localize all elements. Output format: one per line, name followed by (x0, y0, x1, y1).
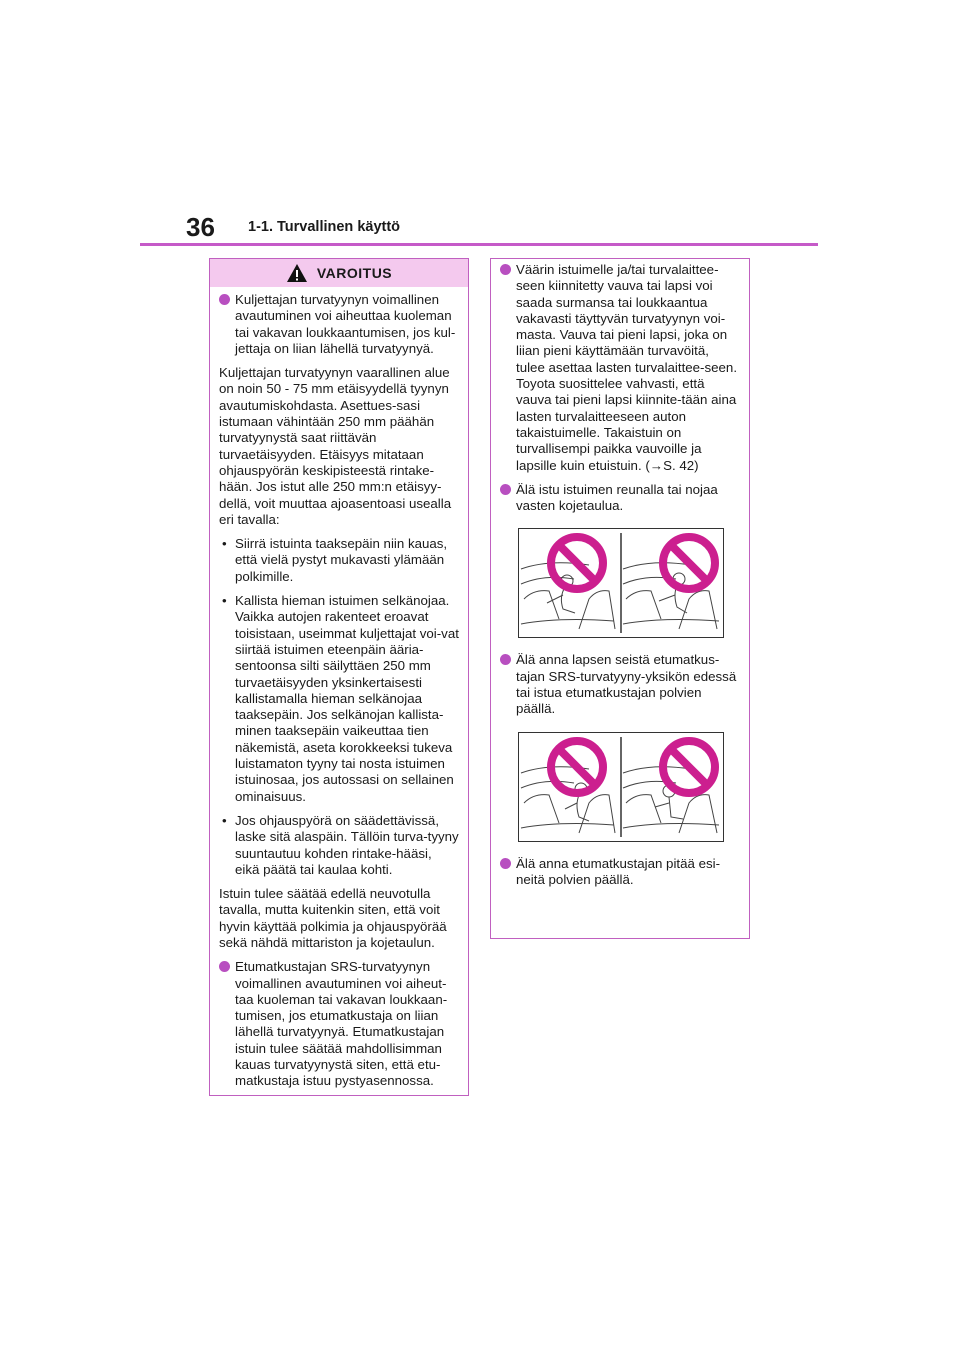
bullet-text: Väärin istuimelle ja/tai turvalaittee-seen kiinnitetty vauva tai lapsi voi saada surmansa tai loukkaantua vakavasti täyttyvän turvatyynyn voi-masta. Vauva tai pieni lapsi, joka on liian pieni käyttämään turvavöitä, tulee asettaa lasten turvalaittee-seen. Toyota suosittelee vahvasti, että vauva tai pieni lapsi kiinnite-tään aina lasten turvalaitteeseen auton takaistuimelle. Takaistuin on turvallisempi paikka vauvoille ja lapsille kuin etuistuin. (→S. 42) (516, 262, 738, 473)
list-marker: • (222, 536, 227, 552)
bullet-item (219, 959, 459, 1089)
bullet-item (500, 262, 740, 474)
bullet-item (500, 856, 740, 889)
paragraph: Istuin tulee säätää edellä neuvotulla tavalla, mutta kuitenkin siten, että voit hyvin käyttää polkimia ja ohjauspyörää sekä nähdä mittariston ja kojetaulun. (219, 886, 447, 950)
header-rule (140, 243, 818, 246)
illustration-leaning-on-dashboard (518, 528, 724, 638)
illustration-child-in-front (518, 732, 724, 842)
section-title: 1-1. Turvallinen käyttö (248, 219, 401, 235)
bullet-dot-icon (500, 484, 511, 495)
warning-title: VAROITUS (316, 265, 393, 281)
bullet-text: Älä istu istuimen reunalla tai nojaa vasten kojetaulua. (516, 481, 718, 514)
warning-box-right (490, 258, 750, 939)
bullet-dot-icon (219, 294, 230, 305)
list-item (219, 536, 459, 585)
page-number: 36 (186, 212, 215, 242)
bullet-dot-icon (219, 961, 230, 972)
bullet-dot-icon (500, 858, 511, 869)
list-item (219, 593, 459, 805)
bullet-text: Älä anna etumatkustajan pitää esi-neitä polvien päällä. (516, 855, 721, 887)
list-item-text: Siirrä istuinta taaksepäin niin kauas, että vielä pystyt mukavasti ylämään polkimille. (235, 536, 448, 584)
bullet-dot-icon (500, 264, 511, 275)
bullet-text: Kuljettajan turvatyynyn voimallinen avautuminen voi aiheuttaa kuoleman tai vakavan loukkaantumisen, jos kul-jettaja on liian lähellä turvatyynyä. (235, 292, 456, 356)
list-marker: • (222, 812, 227, 828)
bullet-text: Älä anna lapsen seistä etumatkus-tajan SRS-turvatyyny-yksikön edessä tai istua etumatkustajan polvien päällä. (516, 652, 737, 717)
paragraph: Kuljettajan turvatyynyn vaarallinen alue on noin 50 - 75 mm etäisyydellä tyynyn avautumiskohdasta. Asettues-sasi istumaan vähintään 250 mm päähän turvatyynystä saat riittävän turvaetäisyyden. Etäisyys mitataan ohjauspyörän keskipisteestä rintake-hään. Jos istut alle 250 mm:n etäisyy-dellä, voit muuttaa ajoasentoasi usealla eri tavalla: (219, 365, 452, 527)
bullet-dot-icon (500, 654, 511, 665)
warning-header (210, 259, 468, 287)
bullet-item (500, 482, 740, 515)
list-item-text: Kallista hieman istuimen selkänojaa. Vaikka autojen rakenteet eroavat toisistaan, useimmat kuljettajat voi-vat siirtää istuimen eteenpäin ääria-sentoonsa silti säilyttäen 250 mm turvaetäisyyden yksinkertaisesti kallistamalla hieman selkänojaa taaksepäin. Jos selkänojan kallista-minen taaksepäin vaikeuttaa tien näkemistä, aseta korokkeeksi tukeva luistamaton tyyny tai nosta istuimen istuinosaa, jos autossasi on sellainen ominaisuus. (235, 593, 459, 804)
warning-triangle-icon (286, 263, 308, 283)
list-item-text: Jos ohjauspyörä on säädettävissä, laske sitä alaspäin. Tällöin turva-tyyny suuntautuu kohden rintake-hääsi, eikä päätä tai kaulaa kohti. (235, 812, 459, 877)
warning-content-left (210, 287, 468, 1090)
warning-content-right (491, 259, 749, 888)
bullet-text: Etumatkustajan SRS-turvatyynyn voimallinen avautuminen voi aiheut-taa kuoleman tai vakavan loukkaan-tumisen, jos etumatkustaja on liian lähellä turvatyynyä. Etumatkustajan istuin tulee säätää mahdollisimman kauas turvatyynystä siten, että etu-matkustaja istuu pystyasennossa. (235, 959, 448, 1089)
list-marker: • (222, 593, 227, 609)
bullet-item (500, 652, 740, 717)
bullet-item (219, 292, 459, 357)
warning-box-left (209, 258, 469, 1096)
list-item (219, 813, 459, 878)
